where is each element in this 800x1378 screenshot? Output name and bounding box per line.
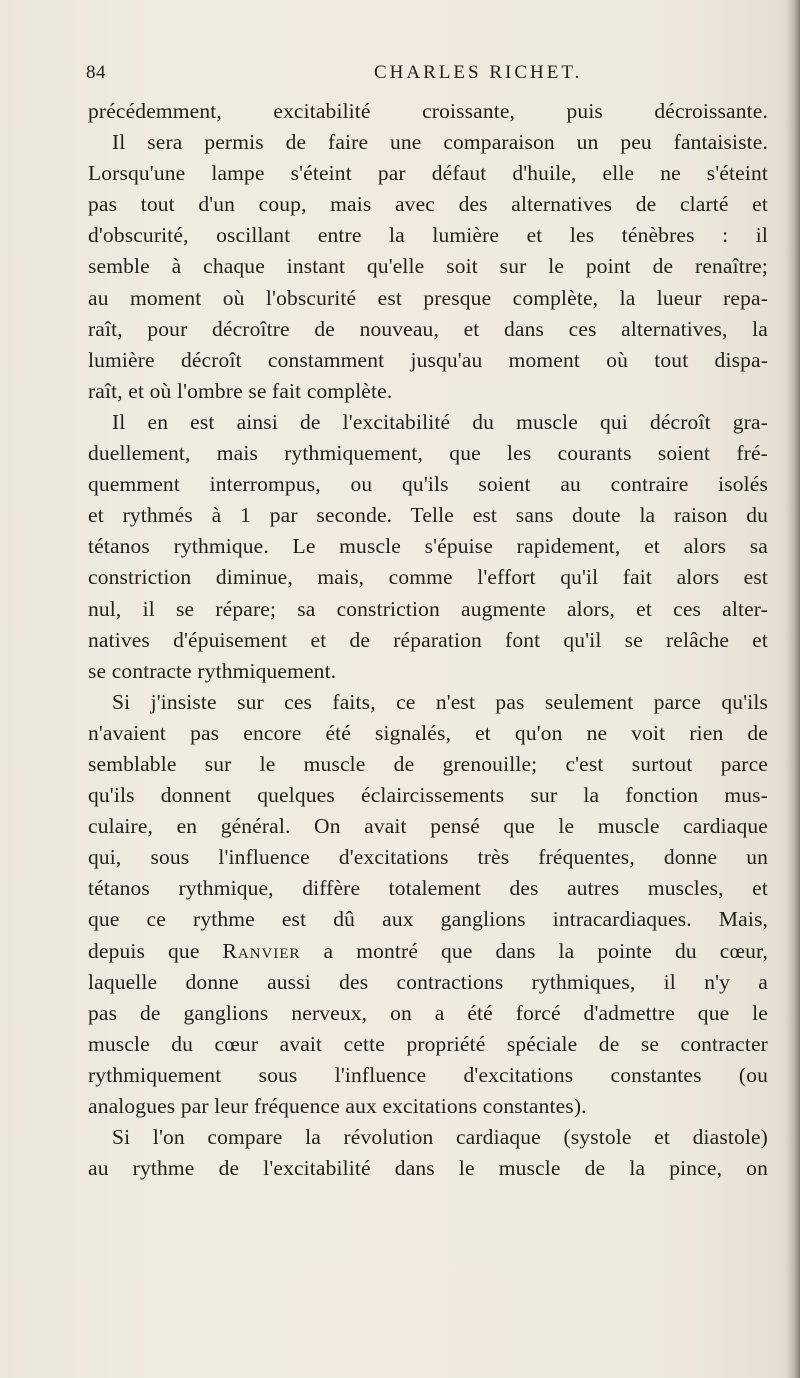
text-line: duellement, mais rythmiquement, que les courants soient fré- xyxy=(88,441,768,466)
text-line: culaire, en général. On avait pensé que le muscle cardiaque xyxy=(88,814,768,839)
text-line: depuis que Ranvier a montré que dans la pointe du cœur, xyxy=(88,938,769,963)
text-line: lumière décroît constamment jusqu'au moment où tout dispa- xyxy=(88,347,768,372)
text-line: quemment interrompus, ou qu'ils soient au contraire isolés xyxy=(88,472,768,497)
author-name: Ranvier xyxy=(222,938,301,963)
running-head: CHARLES RICHET. xyxy=(374,62,583,83)
text-line: pas de ganglions nerveux, on a été forcé d'admettre que le xyxy=(88,1000,768,1025)
text-line: natives d'épuisement et de réparation font qu'il se relâche et xyxy=(88,627,768,652)
text-line: d'obscurité, oscillant entre la lumière et les ténèbres : il xyxy=(88,223,768,248)
text-line: Lorsqu'une lampe s'éteint par défaut d'huile, elle ne s'éteint xyxy=(88,161,768,186)
page-edge-shadow xyxy=(786,0,800,1378)
text-line: semblable sur le muscle de grenouille; c'est surtout parce xyxy=(88,751,768,776)
text-line: que ce rythme est dû aux ganglions intracardiaques. Mais, xyxy=(88,907,768,932)
text-line: pas tout d'un coup, mais avec des alternatives de clarté et xyxy=(88,192,768,217)
text-line: laquelle donne aussi des contractions rythmiques, il n'y a xyxy=(88,969,768,994)
page-number: 84 xyxy=(86,62,106,83)
text-line: raît, et où l'ombre se fait complète. xyxy=(88,378,393,403)
page-header xyxy=(86,62,766,86)
text-line: Si j'insiste sur ces faits, ce n'est pas seulement parce qu'ils xyxy=(112,689,768,714)
text-line: constriction diminue, mais, comme l'effort qu'il fait alors est xyxy=(88,565,768,590)
text-line: analogues par leur fréquence aux excitations constantes). xyxy=(88,1094,587,1118)
body-text xyxy=(88,96,768,1184)
text-line: au moment où l'obscurité est presque complète, la lueur repa- xyxy=(88,285,768,310)
text-line: tétanos rythmique, diffère totalement des autres muscles, et xyxy=(88,876,768,901)
text-line: rythmiquement sous l'influence d'excitations constantes (ou xyxy=(88,1062,768,1087)
text-line: nul, il se répare; sa constriction augmente alors, et ces alter- xyxy=(88,596,768,621)
text-line: se contracte rythmiquement. xyxy=(88,658,337,683)
text-line: n'avaient pas encore été signalés, et qu'on ne voit rien de xyxy=(88,720,768,745)
text-line: Il sera permis de faire une comparaison un peu fantaisiste. xyxy=(112,130,768,155)
text-line: Il en est ainsi de l'excitabilité du muscle qui décroît gra- xyxy=(112,409,768,434)
text-line: tétanos rythmique. Le muscle s'épuise rapidement, et alors sa xyxy=(88,534,768,559)
text-line: et rythmés à 1 par seconde. Telle est sans doute la raison du xyxy=(88,503,768,528)
text-line: précédemment, excitabilité croissante, puis décroissante. xyxy=(88,99,768,123)
text-line: raît, pour décroître de nouveau, et dans ces alternatives, la xyxy=(88,316,768,341)
text-line: au rythme de l'excitabilité dans le muscle de la pince, on xyxy=(88,1156,768,1181)
text-line: muscle du cœur avait cette propriété spéciale de se contracter xyxy=(88,1031,768,1056)
text-line: semble à chaque instant qu'elle soit sur le point de renaître; xyxy=(88,254,768,279)
text-line: Si l'on compare la révolution cardiaque (systole et diastole) xyxy=(112,1125,768,1150)
text-line: qu'ils donnent quelques éclaircissements sur la fonction mus- xyxy=(88,783,768,808)
text-line: qui, sous l'influence d'excitations très fréquentes, donne un xyxy=(88,845,768,870)
